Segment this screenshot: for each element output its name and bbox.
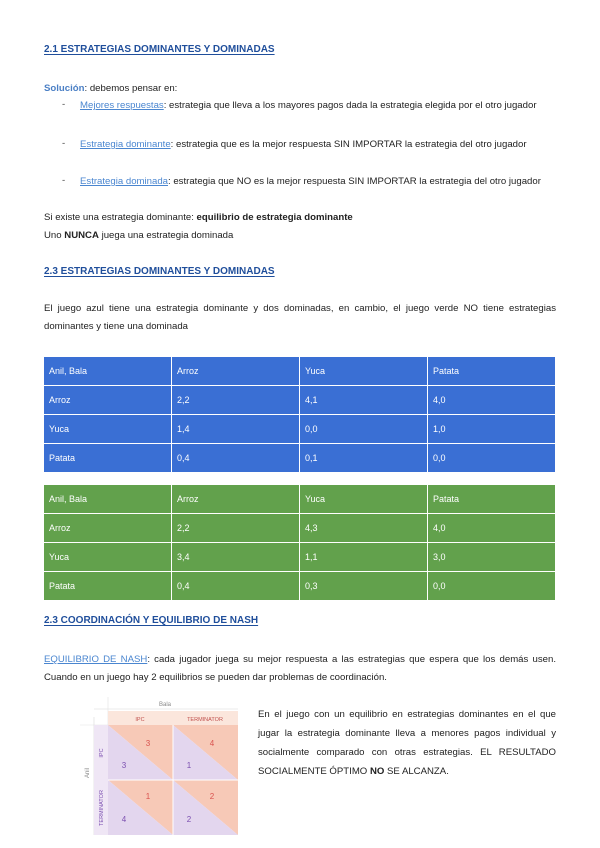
table-cell: 3,0: [428, 543, 556, 572]
table-cell: 0,4: [172, 572, 300, 601]
never-dominated-line: [44, 227, 233, 244]
payoff-value: 1: [145, 792, 151, 801]
table-row: [44, 572, 556, 601]
payoff-value: 4: [121, 815, 127, 824]
line1-bold: equilibrio de estrategia dominante: [196, 212, 353, 223]
payoff-matrix-diagram: [80, 697, 240, 837]
section-2-title: 2.3 ESTRATEGIAS DOMINANTES Y DOMINADAS: [44, 266, 275, 277]
line1-prefix: Si existe una estrategia dominante:: [44, 212, 197, 223]
table-row: [44, 386, 556, 415]
table-cell: 4,0: [428, 514, 556, 543]
table-cell: Yuca: [300, 357, 428, 386]
solution-line: [44, 80, 177, 97]
nash-paragraph: [44, 651, 556, 687]
table-cell: 2,2: [172, 386, 300, 415]
table-cell: Yuca: [44, 543, 172, 572]
column-label: IPC: [135, 717, 145, 723]
table-cell: Arroz: [44, 386, 172, 415]
table-cell: 0,4: [172, 444, 300, 473]
row-label: TERMINATOR: [99, 790, 105, 826]
bullet-2-text: : estrategia que es la mejor respuesta SIN IMPORTAR la estrategia del otro jugador: [170, 139, 527, 150]
payoff-value: 2: [209, 792, 215, 801]
row-label: IPC: [99, 748, 105, 758]
table-cell: Patata: [44, 444, 172, 473]
table-cell: 1,4: [172, 415, 300, 444]
table-cell: Yuca: [300, 485, 428, 514]
table-cell: 0,0: [428, 444, 556, 473]
table-cell: 4,1: [300, 386, 428, 415]
table-cell: Arroz: [172, 485, 300, 514]
dominant-strategy-link[interactable]: Estrategia dominante: [80, 139, 171, 150]
table-row: [44, 543, 556, 572]
dominated-strategy-link[interactable]: Estrategia dominada: [80, 176, 168, 187]
bullet-dominant: [80, 135, 556, 154]
payoff-value: 1: [186, 761, 192, 770]
section-2-paragraph: El juego azul tiene una estrategia dominante y dos dominadas, en cambio, el juego verde NO tiene estrategias dominantes y tiene una dominada: [44, 303, 556, 332]
line2-bold: NUNCA: [64, 230, 99, 241]
section-3-title: 2.3 COORDINACIÓN Y EQUILIBRIO DE NASH: [44, 615, 259, 626]
line2-prefix: Uno: [44, 230, 65, 241]
dominant-equilibrium-line: [44, 209, 353, 226]
table-cell: Patata: [428, 485, 556, 514]
table-cell: 4,3: [300, 514, 428, 543]
nash-equilibrium-link[interactable]: EQUILIBRIO DE NASH: [44, 654, 148, 665]
section-1-title: 2.1 ESTRATEGIAS DOMINANTES Y DOMINADAS: [44, 44, 275, 55]
table-header-row: [44, 485, 556, 514]
table-cell: Patata: [428, 357, 556, 386]
payoff-value: 3: [145, 739, 151, 748]
explanation-prefix: En el juego con un equilibrio en estrategias dominantes en el que jugar la estrategia dominante lleva a menores pagos individual y socialmente comparado con otras estrategias. EL RESULTADO SOCIALMENTE ÓPTIMO: [258, 709, 556, 777]
table-cell: Arroz: [172, 357, 300, 386]
bullet-best-response: [80, 96, 556, 115]
table-row: [44, 514, 556, 543]
solution-label: Solución: [44, 83, 85, 94]
table-cell: 0,3: [300, 572, 428, 601]
payoff-value: 2: [186, 815, 192, 824]
table-cell: Arroz: [44, 514, 172, 543]
diagram-explanation: [258, 705, 556, 781]
payoff-value: 4: [209, 739, 215, 748]
best-response-link[interactable]: Mejores respuestas: [80, 100, 164, 111]
top-player-label: Bala: [158, 702, 172, 708]
bullet-dominated: [80, 172, 556, 191]
blue-game-table: [43, 356, 556, 473]
solution-text: : debemos pensar en:: [84, 83, 178, 94]
bullet-dash: -: [62, 175, 66, 186]
table-cell: 1,1: [300, 543, 428, 572]
bullet-dash: -: [62, 99, 66, 110]
table-cell: Yuca: [44, 415, 172, 444]
table-header-row: [44, 357, 556, 386]
table-cell: Anil, Bala: [44, 357, 172, 386]
table-cell: 1,0: [428, 415, 556, 444]
bullet-3-text: : estrategia que NO es la mejor respuesta SIN IMPORTAR la estrategia del otro jugador: [168, 176, 541, 187]
nash-paragraph-text: : cada jugador juega su mejor respuesta a las estrategias que espera que los demás usen. Cuando en un juego hay 2 equilibrios se pueden dar problemas de coordinación.: [44, 654, 556, 683]
bullet-1-text: : estrategia que lleva a los mayores pagos dada la estrategia elegida por el otro jugador: [163, 100, 537, 111]
table-row: [44, 444, 556, 473]
column-label: TERMINATOR: [187, 717, 223, 723]
left-player-label: Anil: [85, 767, 91, 779]
explanation-bold: NO: [369, 766, 385, 777]
table-cell: Anil, Bala: [44, 485, 172, 514]
green-game-table: [43, 484, 556, 601]
table-cell: 4,0: [428, 386, 556, 415]
table-cell: Patata: [44, 572, 172, 601]
explanation-suffix: SE ALCANZA.: [384, 766, 449, 777]
table-row: [44, 415, 556, 444]
bullet-dash: -: [62, 138, 66, 149]
table-cell: 2,2: [172, 514, 300, 543]
table-cell: 3,4: [172, 543, 300, 572]
payoff-value: 3: [121, 761, 127, 770]
line2-suffix: juega una estrategia dominada: [98, 230, 234, 241]
table-cell: 0,0: [428, 572, 556, 601]
table-cell: 0,1: [300, 444, 428, 473]
table-cell: 0,0: [300, 415, 428, 444]
